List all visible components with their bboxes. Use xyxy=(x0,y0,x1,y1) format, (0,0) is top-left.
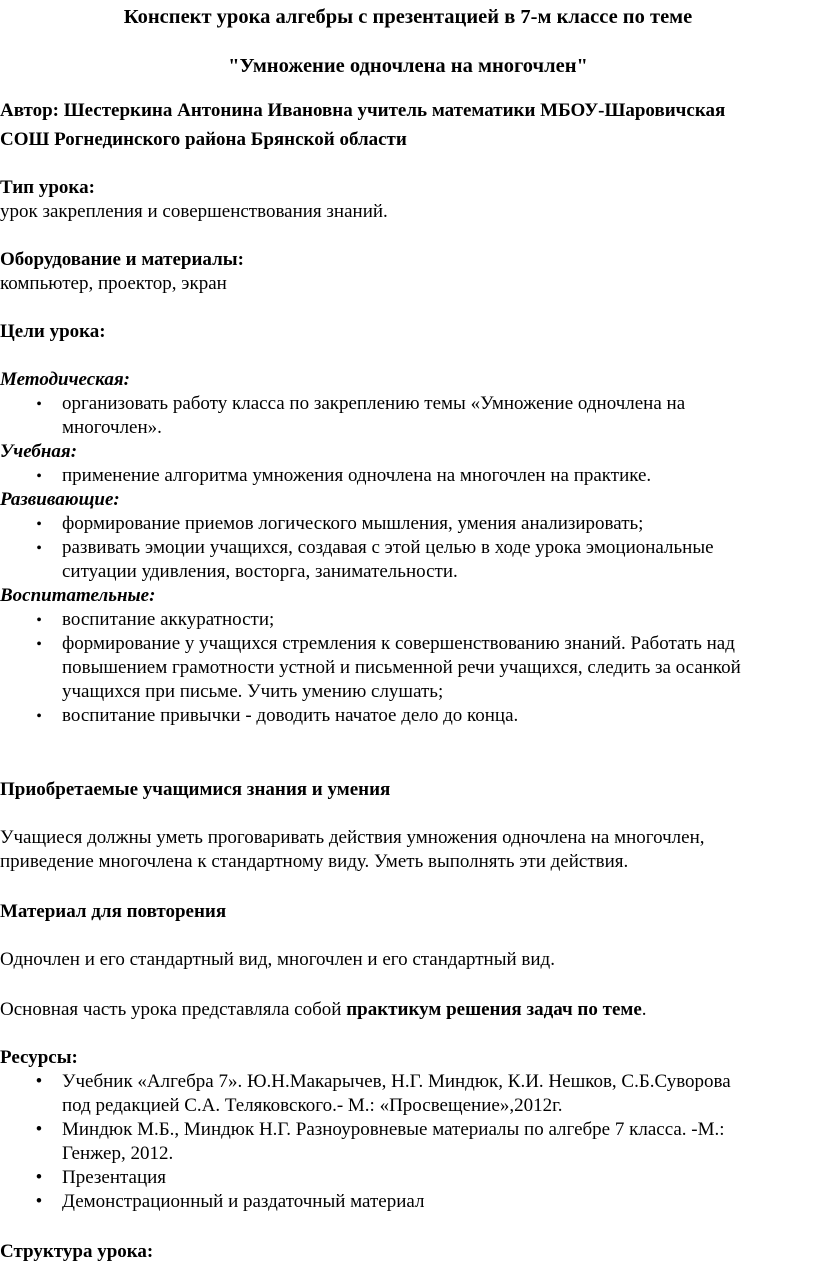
equipment-heading: Оборудование и материалы: xyxy=(0,249,244,270)
goal-developing-items xyxy=(0,512,816,584)
bullet-icon xyxy=(32,1070,46,1094)
structure-heading: Структура урока: xyxy=(0,1241,154,1262)
bullet-icon xyxy=(32,632,46,657)
review-section xyxy=(0,900,816,972)
author-line-2: СОШ Рогнединского района Брянской области xyxy=(0,129,407,150)
equipment-section xyxy=(0,248,816,296)
document-title-line-2: "Умножение одночлена на многочлен" xyxy=(228,55,588,77)
lesson-type-heading: Тип урока: xyxy=(0,177,95,198)
resources-section xyxy=(0,1046,816,1214)
goal-developing-label: Развивающие: xyxy=(0,489,120,510)
bullet-icon xyxy=(32,608,46,633)
skills-heading: Приобретаемые учащимися знания и умения xyxy=(0,779,391,800)
equipment-text: компьютер, проектор, экран xyxy=(0,273,227,294)
goal-educational-items xyxy=(0,464,816,488)
main-part-emphasis: практикум решения задач по теме xyxy=(346,999,642,1020)
list-item: • применение алгоритма умножения одночлена на многочлен на практике. xyxy=(0,464,816,488)
bullet-icon xyxy=(32,536,46,561)
lesson-type-section xyxy=(0,176,816,224)
review-heading: Материал для повторения xyxy=(0,901,227,922)
goals-list xyxy=(0,368,816,728)
list-item: • Демонстрационный и раздаточный материал xyxy=(0,1190,816,1214)
list-item: • Миндюк М.Б., Миндюк Н.Г. Разноуровневые материалы по алгебре 7 класса. -М.: Генжер, 2012. xyxy=(0,1118,816,1166)
goals-section xyxy=(0,320,816,344)
goal-methodical-label: Методическая: xyxy=(0,369,130,390)
bullet-icon xyxy=(32,392,46,417)
list-item: • формирование у учащихся стремления к совершенствованию знаний. Работать над повышением грамотности устной и письменной речи учащихся, следить за осанкой учащихся при письме. Учить умению слушать; xyxy=(0,632,816,704)
list-item: • формирование приемов логического мышления, умения анализировать; xyxy=(0,512,816,536)
lesson-type-text: урок закрепления и совершенствования знаний. xyxy=(0,201,388,222)
bullet-icon xyxy=(32,464,46,489)
goal-educational-label: Учебная: xyxy=(0,441,78,462)
bullet-icon xyxy=(32,704,46,729)
main-part-section xyxy=(0,998,816,1022)
list-item: • воспитание аккуратности; xyxy=(0,608,816,632)
list-item: • организовать работу класса по закреплению темы «Умножение одночлена на многочлен». xyxy=(0,392,816,440)
list-item: • Презентация xyxy=(0,1166,816,1190)
goal-methodical-items xyxy=(0,392,816,440)
resources-list xyxy=(0,1070,816,1214)
list-item: • Учебник «Алгебра 7». Ю.Н.Макарычев, Н.Г. Миндюк, К.И. Нешков, С.Б.Суворова под редакцией С.А. Теляковского.- М.: «Просвещение»,2012г. xyxy=(0,1070,816,1118)
goal-upbringing-label: Воспитательные: xyxy=(0,585,156,606)
document-title-line-1: Конспект урока алгебры с презентацией в 7-м классе по теме xyxy=(123,6,693,28)
bullet-icon xyxy=(32,512,46,537)
author-line-1: Автор: Шестеркина Антонина Ивановна учитель математики МБОУ-Шаровичская xyxy=(0,100,726,121)
list-item: • развивать эмоции учащихся, создавая с этой целью в ходе урока эмоциональные ситуации удивления, восторга, занимательности. xyxy=(0,536,816,584)
goals-heading: Цели урока: xyxy=(0,321,106,342)
resources-heading: Ресурсы: xyxy=(0,1047,78,1068)
goal-upbringing-items xyxy=(0,608,816,728)
structure-section xyxy=(0,1240,816,1264)
skills-text-line-1: Учащиеся должны уметь проговаривать действия умножения одночлена на многочлен, xyxy=(0,827,705,848)
bullet-icon xyxy=(32,1166,46,1190)
review-text: Одночлен и его стандартный вид, многочлен и его стандартный вид. xyxy=(0,949,555,970)
skills-text-line-2: приведение многочлена к стандартному виду. Уметь выполнять эти действия. xyxy=(0,851,629,872)
list-item: • воспитание привычки - доводить начатое дело до конца. xyxy=(0,704,816,728)
skills-section xyxy=(0,778,816,874)
bullet-icon xyxy=(32,1118,46,1142)
bullet-icon xyxy=(32,1190,46,1214)
main-part-text: Основная часть урока представляла собой практикум решения задач по теме. xyxy=(0,999,647,1020)
author-block xyxy=(0,99,816,152)
